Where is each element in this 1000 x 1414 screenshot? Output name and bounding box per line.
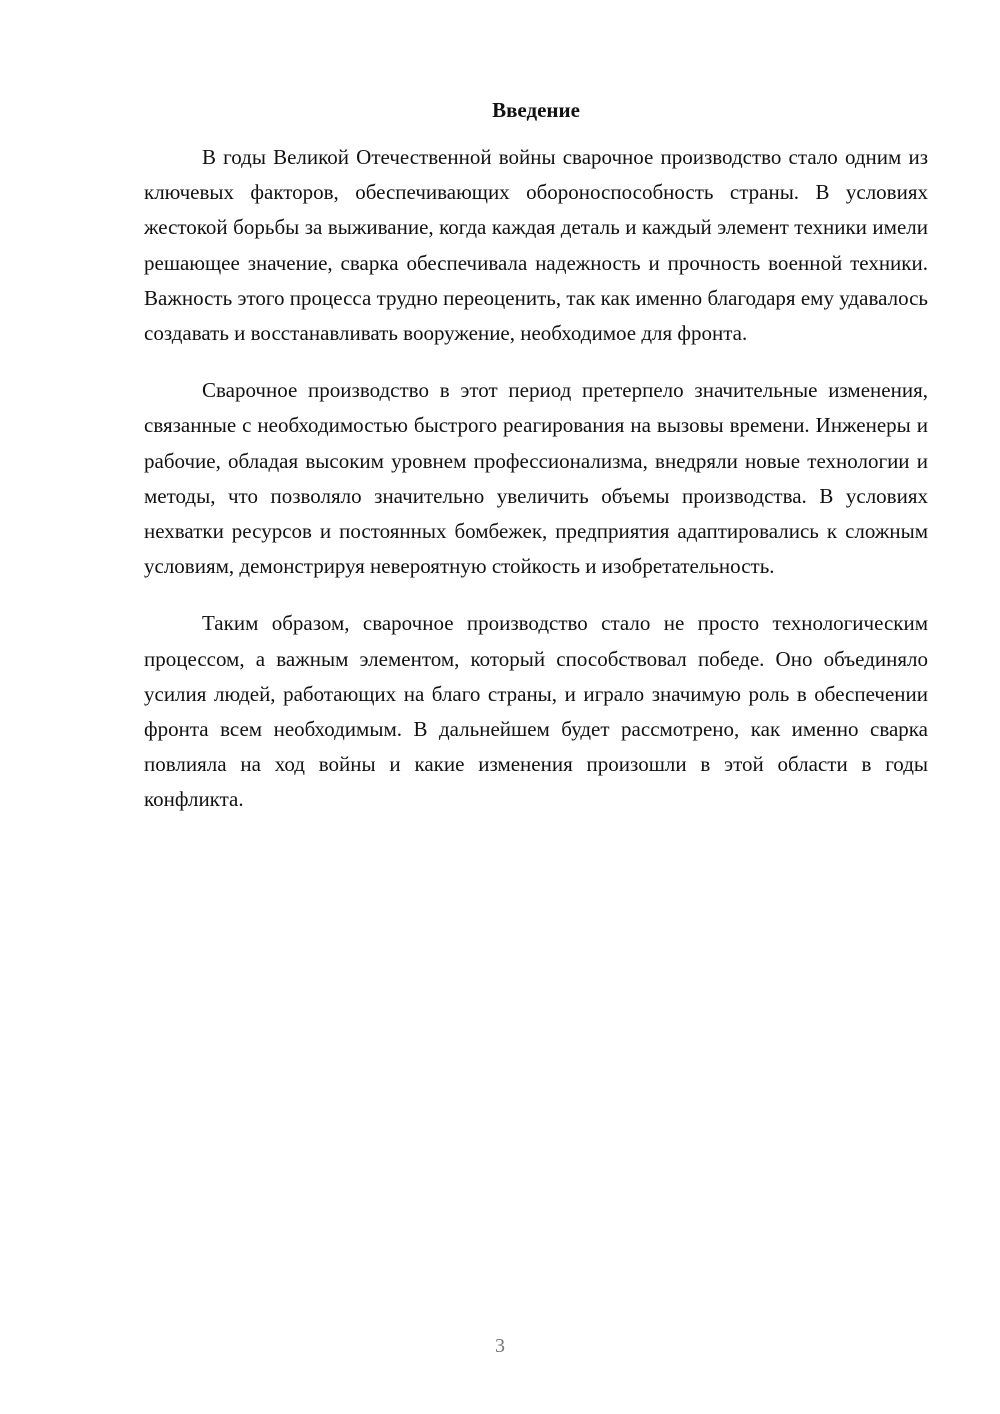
section-title: Введение <box>492 98 580 122</box>
paragraph-2: Сварочное производство в этот период претерпело значительные изменения, связанные с необходимостью быстрого реагирования на вызовы времени. Инженеры и рабочие, обладая высоким уровнем профессионализма, внедряли новые технологии и методы, что позволяло значительно увеличить объемы производства. В условиях нехватки ресурсов и постоянных бомбежек, предприятия адаптировались к сложным условиям, демонстрируя невероятную стойкость и изобретательность. <box>144 378 928 579</box>
paragraph-3: Таким образом, сварочное производство стало не просто технологическим процессом, а важным элементом, который способствовал победе. Оно объединяло усилия людей, работающих на благо страны, и играло значимую роль в обеспечении фронта всем необходимым. В дальнейшем будет рассмотрено, как именно сварка повлияла на ход войны и какие изменения произошли в этой области в годы конфликта. <box>144 611 928 812</box>
paragraph-1: В годы Великой Отечественной войны сварочное производство стало одним из ключевых факторов, обеспечивающих обороноспособность страны. В условиях жестокой борьбы за выживание, когда каждая деталь и каждый элемент техники имели решающее значение, сварка обеспечивала надежность и прочность военной техники. Важность этого процесса трудно переоценить, так как именно благодаря ему удавалось создавать и восстанавливать вооружение, необходимое для фронта. <box>144 145 928 346</box>
document-body <box>144 93 928 840</box>
page-number: 3 <box>495 1335 505 1357</box>
